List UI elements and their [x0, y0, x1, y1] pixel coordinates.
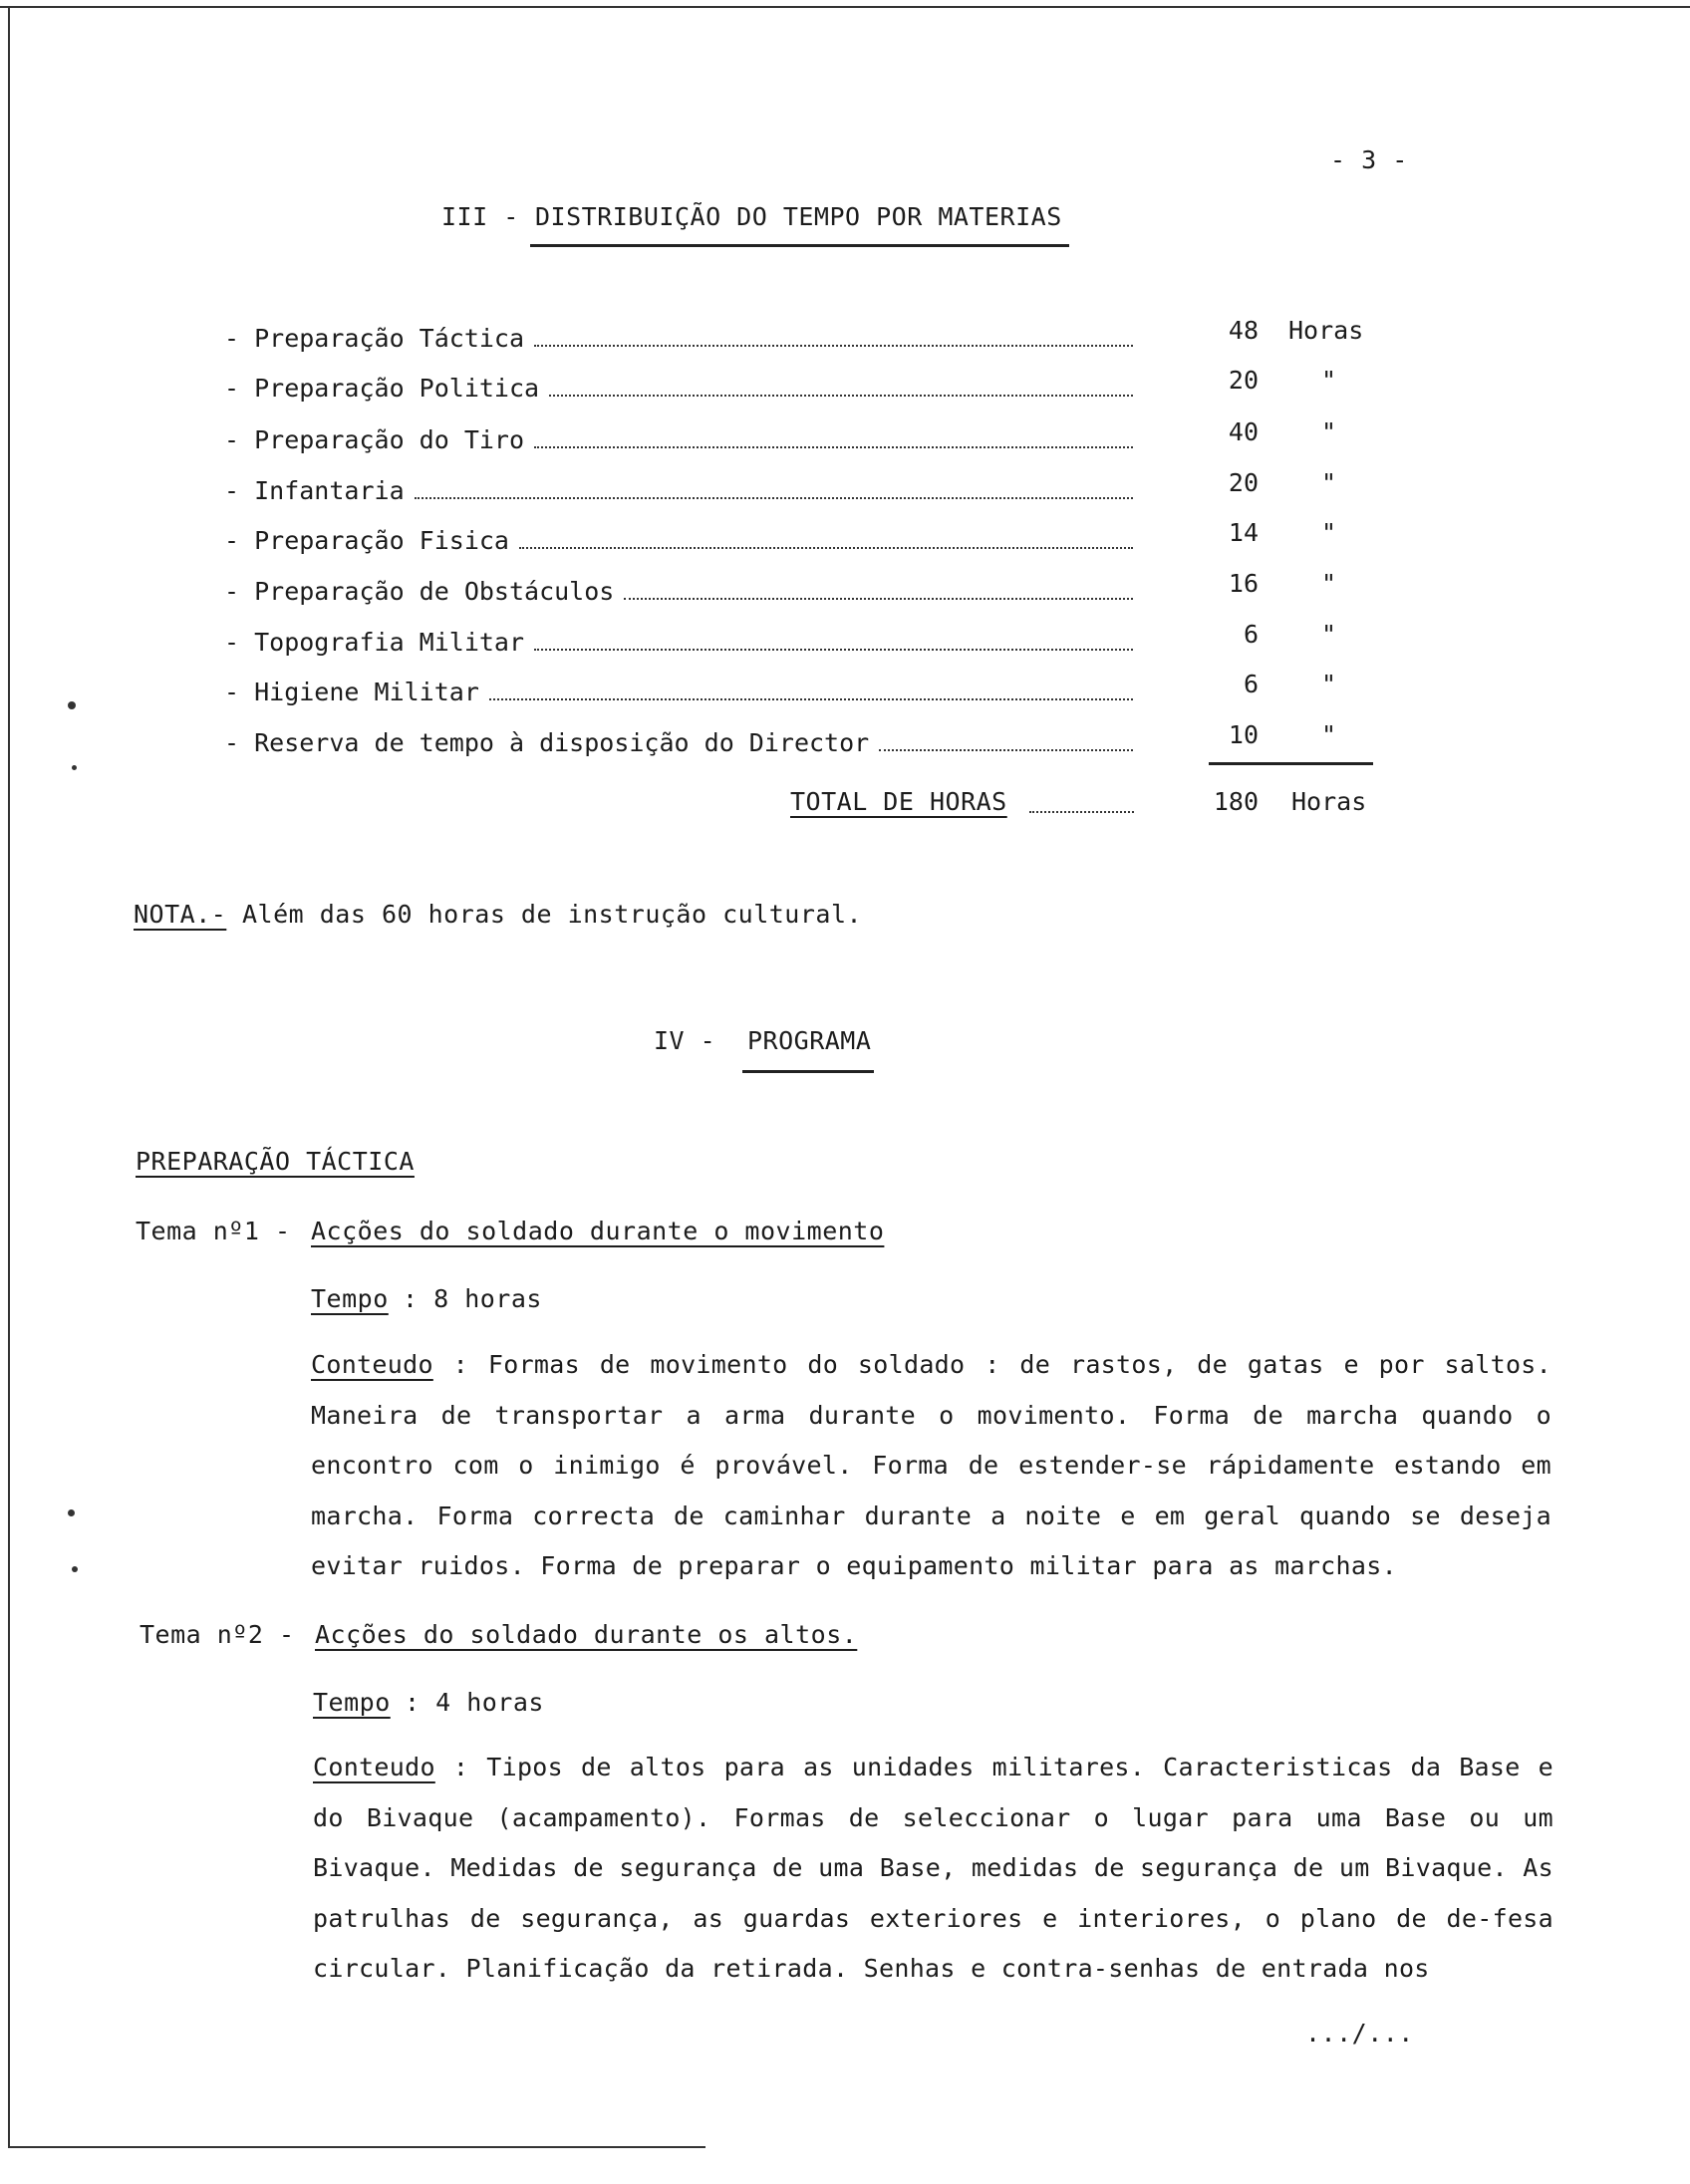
theme-1-time-label: Tempo — [311, 1284, 389, 1313]
hours-row-value: 14 — [1228, 518, 1259, 547]
hours-row-unit: " — [1321, 518, 1337, 547]
hours-row-label: - Infantaria — [224, 476, 405, 505]
scan-speck — [72, 765, 77, 770]
hours-row — [224, 678, 1133, 706]
theme-1-content — [311, 1340, 1551, 1592]
total-hours: 180 — [1213, 787, 1259, 816]
theme-1-content-text: : Formas de movimento do soldado : de rastos, de gatas e por saltos. Maneira de transportar a arma durante o movimento. Forma de marcha quando o encontro com o inimigo é provável. Forma de estender-se rápidamente estando em marcha. Forma correcta de caminhar durante a noite e em geral quando se deseja evitar ruidos. Forma de preparar o equipamento militar para as marchas. — [311, 1350, 1551, 1580]
page-number: - 3 - — [1330, 145, 1408, 174]
section-4-heading-underline — [742, 1070, 874, 1073]
scan-speck — [68, 1509, 75, 1516]
continuation-mark: .../... — [1305, 2019, 1414, 2048]
hours-row-unit: " — [1321, 417, 1337, 446]
page-border-left — [8, 6, 10, 2146]
dot-leader — [534, 446, 1133, 448]
dot-leader — [519, 547, 1133, 549]
theme-2-time-value: : 4 horas — [405, 1688, 544, 1717]
hours-row — [224, 577, 1133, 606]
hours-row-label: - Reserva de tempo à disposição do Director — [224, 728, 870, 757]
section-3-heading-underline — [530, 244, 1069, 247]
dot-leader — [489, 698, 1133, 700]
dot-leader — [415, 497, 1133, 499]
hours-row — [224, 728, 1133, 757]
theme-1-time-value: : 8 horas — [403, 1284, 542, 1313]
section-4-heading-title: PROGRAMA — [747, 1026, 872, 1055]
hours-row — [224, 324, 1133, 353]
theme-2-content-text: : Tipos de altos para as unidades militares. Caracteristicas da Base e do Bivaque (acampamento). Formas de seleccionar o lugar para uma Base ou um Bivaque. Medidas de segurança de uma Base, medidas de segurança de um Bivaque. As patrulhas de segurança, as guardas exteriores e interiores, o plano de de-fesa circular. Planificação da retirada. Senhas e contra-senhas de entrada nos — [313, 1753, 1553, 1983]
sum-rule — [1209, 762, 1373, 765]
section-4-heading-prefix: IV - — [654, 1026, 716, 1055]
hours-row-unit: " — [1321, 366, 1337, 395]
total-unit: Horas — [1291, 787, 1367, 816]
hours-row-unit: " — [1321, 569, 1337, 598]
hours-row-label: - Higiene Militar — [224, 678, 479, 706]
theme-2-label: Tema nº2 - — [140, 1620, 295, 1649]
total-dot-leader — [1029, 811, 1134, 813]
hours-row-unit: " — [1321, 670, 1337, 698]
dot-leader — [534, 345, 1133, 347]
theme-2-content-label: Conteudo — [313, 1753, 435, 1781]
hours-row-label: - Preparação Fisica — [224, 526, 509, 555]
section-3-heading-title: DISTRIBUIÇÃO DO TEMPO POR MATERIAS — [535, 202, 1062, 231]
hours-row-value: 40 — [1228, 417, 1259, 446]
dot-leader — [549, 395, 1133, 397]
hours-row — [224, 526, 1133, 555]
hours-row-unit: " — [1321, 620, 1337, 649]
dot-leader — [534, 649, 1133, 651]
page-border-bottom — [8, 2146, 705, 2148]
hours-row-label: - Preparação do Tiro — [224, 425, 525, 454]
note-text: Além das 60 horas de instrução cultural. — [242, 900, 863, 929]
hours-row — [224, 425, 1133, 454]
theme-1-title: Acções do soldado durante o movimento — [311, 1217, 885, 1245]
dot-leader — [624, 598, 1133, 600]
note-label: NOTA.- — [134, 900, 227, 929]
page-border-top — [0, 6, 1690, 8]
subject-heading: PREPARAÇÃO TÁCTICA — [136, 1147, 415, 1176]
hours-row — [224, 476, 1133, 505]
hours-row-label: - Topografia Militar — [224, 628, 525, 657]
theme-2-time-label: Tempo — [313, 1688, 391, 1717]
theme-2-title: Acções do soldado durante os altos. — [315, 1620, 858, 1649]
hours-row-value: 20 — [1228, 366, 1259, 395]
hours-row-label: - Preparação de Obstáculos — [224, 577, 615, 606]
hours-row — [224, 628, 1133, 657]
scan-speck — [72, 1566, 78, 1572]
hours-row-value: 6 — [1243, 620, 1259, 649]
hours-row-value: 10 — [1228, 720, 1259, 749]
section-3-heading-prefix: III - — [441, 202, 519, 231]
hours-row-value: 6 — [1243, 670, 1259, 698]
hours-row-value: 20 — [1228, 468, 1259, 497]
hours-row — [224, 374, 1133, 403]
hours-row-value: 48 — [1228, 316, 1259, 345]
theme-2-content — [313, 1743, 1553, 1995]
hours-row-label: - Preparação Politica — [224, 374, 540, 403]
hours-row-unit: " — [1321, 720, 1337, 749]
hours-row-label: - Preparação Táctica — [224, 324, 525, 353]
dot-leader — [879, 749, 1133, 751]
hours-row-unit: Horas — [1288, 316, 1364, 345]
theme-1-content-label: Conteudo — [311, 1350, 433, 1379]
scan-speck — [68, 701, 76, 709]
theme-1-label: Tema nº1 - — [136, 1217, 291, 1245]
hours-row-value: 16 — [1228, 569, 1259, 598]
hours-row-unit: " — [1321, 468, 1337, 497]
total-label: TOTAL DE HORAS — [790, 787, 1007, 816]
